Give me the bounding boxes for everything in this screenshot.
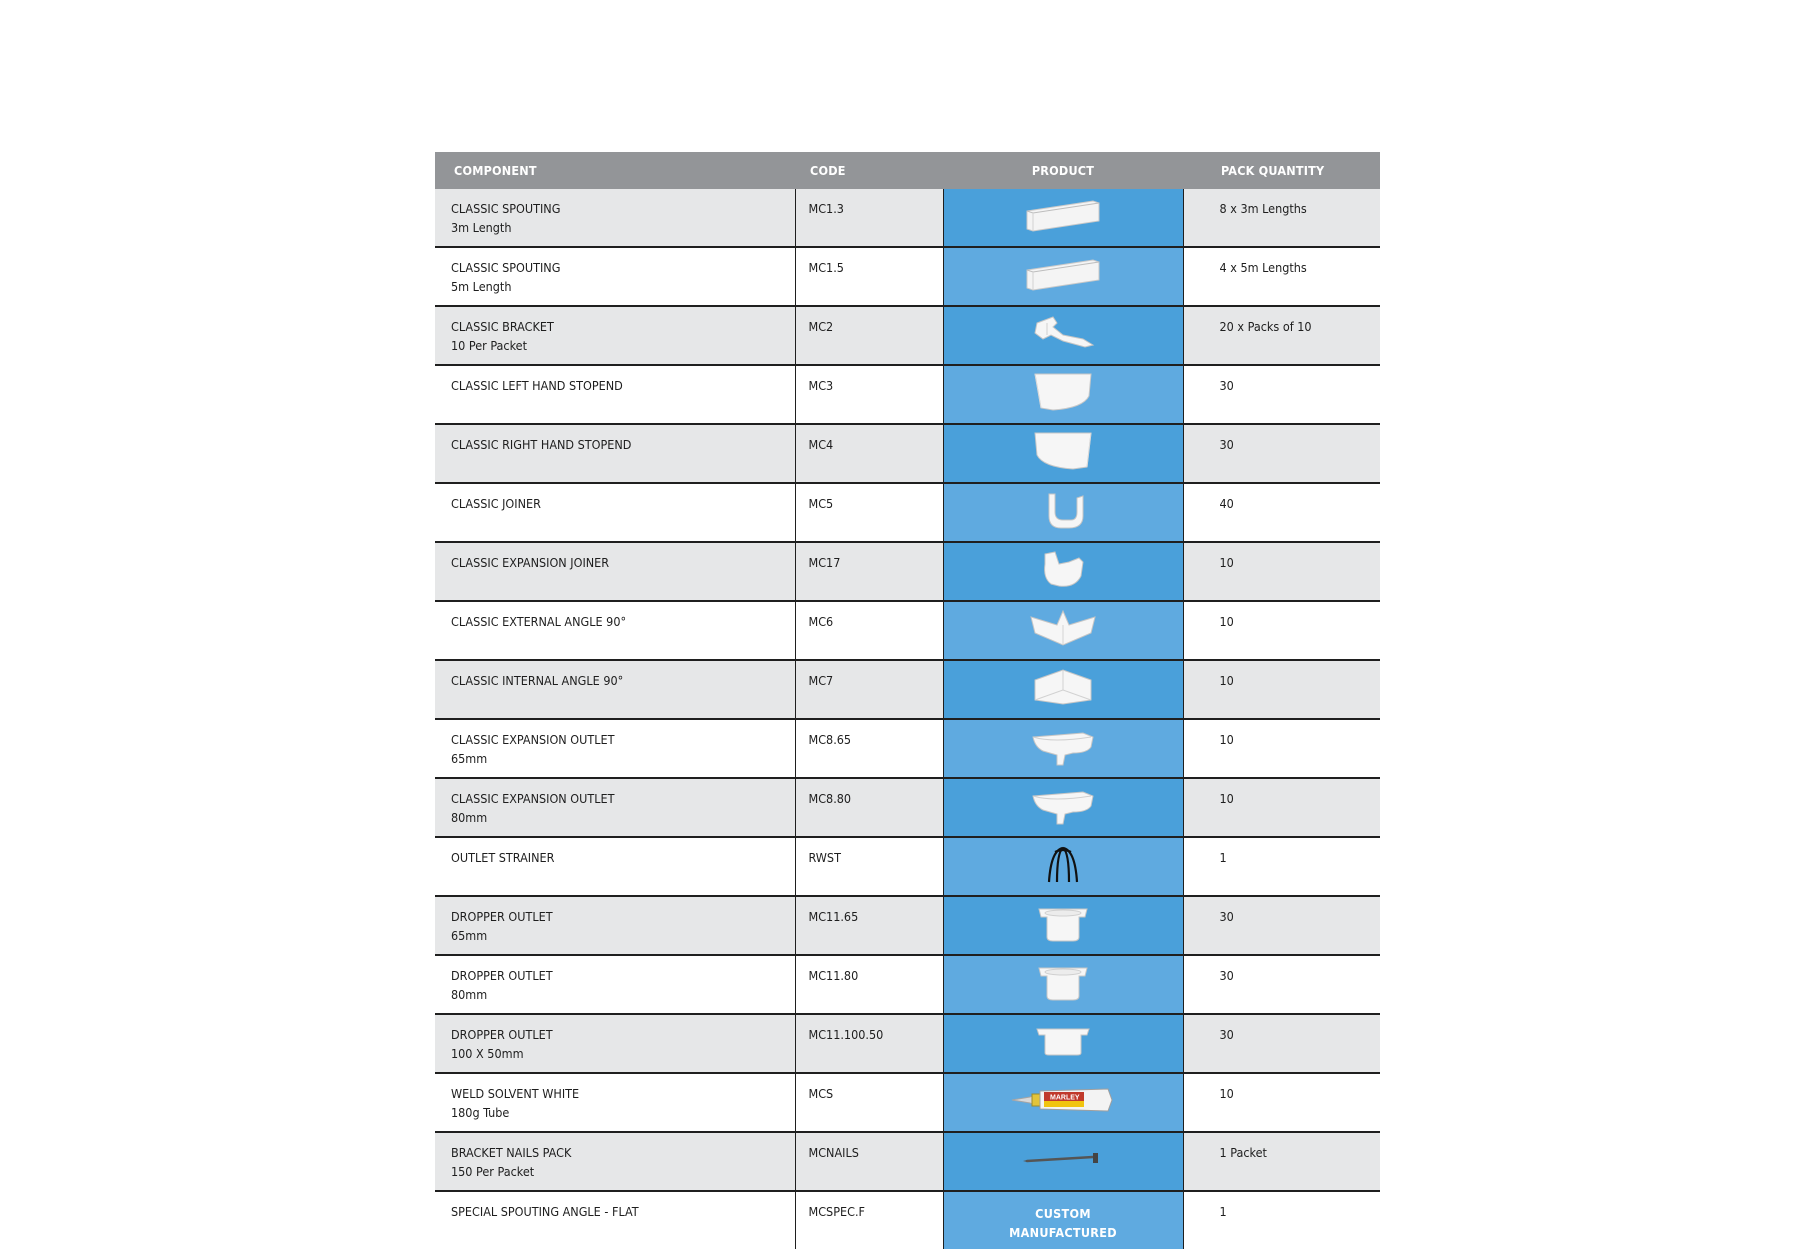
code-cell: MCS (795, 1073, 943, 1132)
dropper-outlet-icon (944, 901, 1183, 950)
stopend-right-icon (944, 429, 1183, 478)
pack-quantity-cell: 30 (1183, 1014, 1380, 1073)
component-cell (435, 1132, 795, 1191)
component-cell (435, 601, 795, 660)
custom-manufactured-label: CUSTOM MANUFACTURED (1009, 1205, 1117, 1240)
stopend-left-icon (944, 370, 1183, 419)
component-name: CLASSIC JOINER (451, 496, 541, 511)
pack-quantity-cell: 8 x 3m Lengths (1183, 189, 1380, 247)
component-name: OUTLET STRAINER (451, 850, 555, 865)
product-cell (943, 837, 1183, 896)
component-detail: 80mm (451, 987, 488, 1002)
dropper-outlet-rect-icon (944, 1021, 1183, 1066)
component-detail: 65mm (451, 928, 488, 943)
pack-quantity-cell: 10 (1183, 542, 1380, 601)
code-cell: MC4 (795, 424, 943, 483)
component-cell (435, 719, 795, 778)
table-row (435, 1073, 1380, 1132)
component-name: DROPPER OUTLET (451, 1027, 553, 1042)
component-detail: 65mm (451, 751, 488, 766)
table-row (435, 896, 1380, 955)
component-cell (435, 837, 795, 896)
code-cell: MC5 (795, 483, 943, 542)
component-name: CLASSIC EXPANSION OUTLET (451, 791, 615, 806)
component-cell (435, 306, 795, 365)
code-cell: MC7 (795, 660, 943, 719)
component-detail: 3m Length (451, 220, 512, 235)
product-cell (943, 1014, 1183, 1073)
pack-quantity-cell: 20 x Packs of 10 (1183, 306, 1380, 365)
code-cell: MC11.80 (795, 955, 943, 1014)
table-row (435, 778, 1380, 837)
product-cell (943, 189, 1183, 247)
component-name: SPECIAL SPOUTING ANGLE - FLAT (451, 1204, 639, 1219)
table-row (435, 189, 1380, 247)
product-cell (943, 1132, 1183, 1191)
pack-quantity-cell: 10 (1183, 601, 1380, 660)
component-cell (435, 778, 795, 837)
table-row (435, 483, 1380, 542)
product-cell (943, 306, 1183, 365)
spouting-length-icon (944, 195, 1183, 240)
internal-angle-icon (944, 666, 1183, 713)
header-component: COMPONENT (435, 152, 795, 189)
product-cell (943, 483, 1183, 542)
component-name: CLASSIC LEFT HAND STOPEND (451, 378, 623, 393)
product-cell (943, 719, 1183, 778)
component-detail: 100 X 50mm (451, 1046, 524, 1061)
component-name: CLASSIC EXTERNAL ANGLE 90° (451, 614, 627, 629)
marley-logo-text: MARLEY (1050, 1094, 1080, 1102)
component-detail: 5m Length (451, 279, 512, 294)
code-cell: MC11.100.50 (795, 1014, 943, 1073)
external-angle-icon (944, 607, 1183, 654)
pack-quantity-cell: 10 (1183, 719, 1380, 778)
table-row (435, 837, 1380, 896)
table-row (435, 365, 1380, 424)
header-pack-quantity: PACK QUANTITY (1183, 152, 1380, 189)
expansion-outlet-icon (944, 725, 1183, 772)
header-product: PRODUCT (943, 152, 1183, 189)
strainer-icon (944, 842, 1183, 891)
dropper-outlet-icon (944, 960, 1183, 1009)
pack-quantity-cell: 1 Packet (1183, 1132, 1380, 1191)
component-detail: 10 Per Packet (451, 338, 528, 353)
code-cell: MC1.5 (795, 247, 943, 306)
component-cell (435, 365, 795, 424)
table-header-row (435, 152, 1380, 189)
table-row (435, 424, 1380, 483)
table-row (435, 306, 1380, 365)
table-row (435, 247, 1380, 306)
component-name: DROPPER OUTLET (451, 909, 553, 924)
component-cell (435, 542, 795, 601)
component-cell (435, 660, 795, 719)
table-row (435, 719, 1380, 778)
component-detail: 150 Per Packet (451, 1164, 535, 1179)
table-row (435, 660, 1380, 719)
pack-quantity-cell: 30 (1183, 365, 1380, 424)
pack-quantity-cell: 30 (1183, 424, 1380, 483)
pack-quantity-cell: 1 (1219, 1204, 1227, 1219)
component-cell (435, 247, 795, 306)
pack-quantity-cell: 4 x 5m Lengths (1183, 247, 1380, 306)
code-cell: MC17 (795, 542, 943, 601)
product-cell (943, 778, 1183, 837)
components-table (435, 152, 1380, 1249)
code-cell: MC8.65 (795, 719, 943, 778)
table-row (435, 955, 1380, 1014)
table-row (435, 1014, 1380, 1073)
component-cell (435, 483, 795, 542)
product-cell (943, 365, 1183, 424)
product-cell (943, 660, 1183, 719)
component-name: CLASSIC BRACKET (451, 319, 554, 334)
component-name: CLASSIC EXPANSION OUTLET (451, 732, 615, 747)
product-cell (943, 247, 1183, 306)
product-cell (943, 424, 1183, 483)
component-name: WELD SOLVENT WHITE (451, 1086, 580, 1101)
table-row (435, 542, 1380, 601)
solvent-tube-icon (944, 1083, 1183, 1122)
code-cell: MC6 (795, 601, 943, 660)
spouting-length-icon (944, 254, 1183, 299)
code-cell: MCSPEC.F (795, 1191, 943, 1249)
product-cell (943, 542, 1183, 601)
code-cell: MCNAILS (795, 1132, 943, 1191)
code-cell: RWST (795, 837, 943, 896)
code-cell: MC3 (795, 365, 943, 424)
component-name: CLASSIC SPOUTING (451, 260, 561, 275)
pack-quantity-cell: 10 (1183, 660, 1380, 719)
component-detail: 80mm (451, 810, 488, 825)
code-cell: MC11.65 (795, 896, 943, 955)
component-cell (435, 424, 795, 483)
table-row (435, 1132, 1380, 1191)
component-cell (435, 896, 795, 955)
code-cell: MC1.3 (795, 189, 943, 247)
pack-quantity-cell: 40 (1183, 483, 1380, 542)
component-name: CLASSIC RIGHT HAND STOPEND (451, 437, 632, 452)
component-name: DROPPER OUTLET (451, 968, 553, 983)
joiner-icon (944, 490, 1183, 535)
pack-quantity-cell: 10 (1183, 778, 1380, 837)
product-cell (943, 896, 1183, 955)
pack-quantity-cell: 30 (1183, 896, 1380, 955)
pack-quantity-cell: 10 (1183, 1073, 1380, 1132)
expansion-outlet-icon (944, 784, 1183, 831)
code-cell: MC8.80 (795, 778, 943, 837)
pack-quantity-cell: 30 (1183, 955, 1380, 1014)
nail-icon (944, 1149, 1183, 1174)
product-cell (943, 1073, 1183, 1132)
pack-quantity-cell: 1 (1183, 837, 1380, 896)
component-cell (435, 1014, 795, 1073)
component-name: CLASSIC SPOUTING (451, 201, 561, 216)
code-cell: MC2 (795, 306, 943, 365)
header-code: CODE (795, 152, 943, 189)
component-name: CLASSIC EXPANSION JOINER (451, 555, 610, 570)
component-cell (435, 955, 795, 1014)
component-name: BRACKET NAILS PACK (451, 1145, 572, 1160)
product-cell (943, 955, 1183, 1014)
component-detail: 180g Tube (451, 1105, 510, 1120)
component-cell (435, 189, 795, 247)
expansion-joiner-icon (944, 548, 1183, 595)
bracket-icon (944, 313, 1183, 358)
component-name: CLASSIC INTERNAL ANGLE 90° (451, 673, 624, 688)
component-cell (435, 1073, 795, 1132)
table-row (435, 601, 1380, 660)
product-cell (943, 601, 1183, 660)
